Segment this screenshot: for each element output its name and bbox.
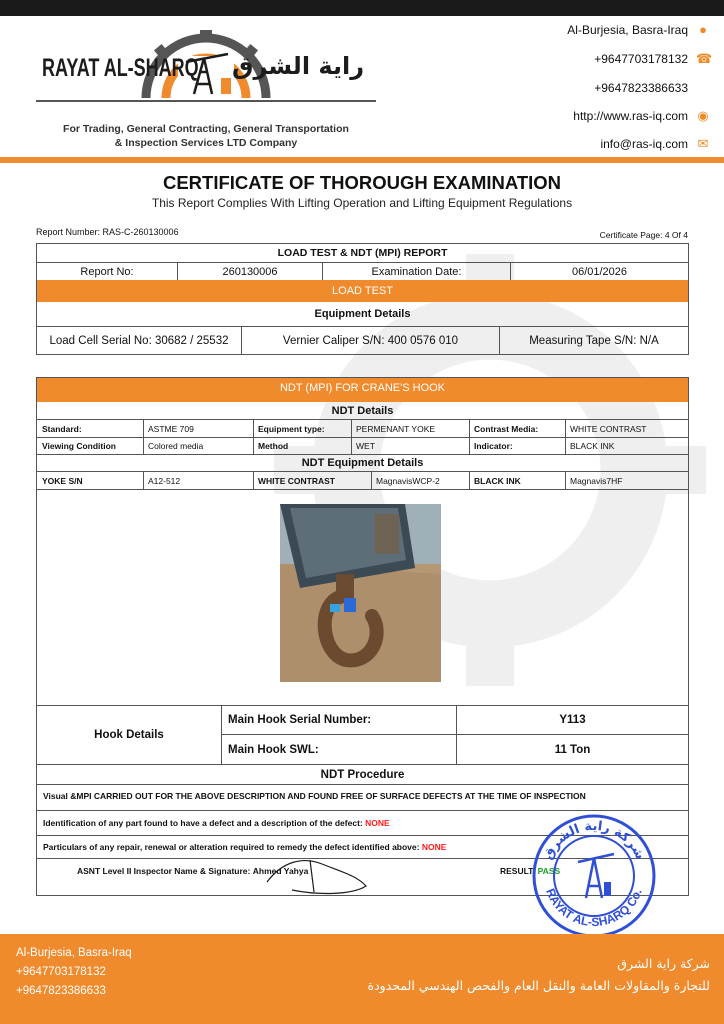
top-bar [0, 0, 724, 16]
vernier-caliper-serial: Vernier Caliper S/N: 400 0576 010 [242, 327, 500, 354]
hook-serial-value: Y113 [559, 713, 586, 726]
result: RESULT: PASS [500, 866, 561, 876]
viewing-condition-label: Viewing Condition [42, 441, 116, 451]
phone-icon: ☎ [696, 50, 713, 66]
company-tagline [36, 122, 376, 150]
contrast-media-value: WHITE CONTRAST [570, 423, 647, 434]
exam-date-label: Examination Date: [323, 263, 511, 280]
procedure-statement: Visual &MPI CARRIED OUT FOR THE ABOVE DESCRIPTION AND FOUND FREE OF SURFACE DEFECTS AT THE TIME OF INSPECTION [43, 791, 586, 801]
footer-phone-2: +9647823386633 [16, 985, 106, 997]
ndt-equipment-heading: NDT Equipment Details [301, 457, 424, 469]
report-no-label: Report No: [37, 263, 178, 280]
contact-phone-1: +9647703178132 ☎ [594, 50, 713, 66]
company-stamp [530, 812, 658, 940]
footer-phone-1: +9647703178132 [16, 966, 106, 978]
equipment-row [37, 327, 688, 354]
tagline-line-2: & Inspection Services LTD Company [114, 137, 298, 149]
contact-email[interactable]: info@ras-iq.com ✉ [600, 135, 709, 151]
ndt-procedure-heading: NDT Procedure [320, 768, 405, 781]
globe-icon: ◉ [697, 107, 709, 123]
equipment-details-heading: Equipment Details [314, 308, 411, 320]
ndt-details-row-1 [37, 420, 688, 437]
black-ink-label: BLACK INK [474, 475, 521, 486]
hook-photo [280, 504, 441, 682]
method-value: WET [356, 441, 375, 451]
mail-icon: ✉ [697, 135, 709, 151]
stamp-arabic-text: شركة راية الشرق [540, 818, 648, 863]
footer [0, 934, 724, 1024]
ndt-details-row-2 [37, 438, 688, 454]
standard-value: ASTME 709 [148, 423, 194, 434]
repair-value: NONE [421, 842, 447, 852]
hook-swl-value: 11 Ton [554, 743, 591, 756]
contrast-media-label: Contrast Media: [474, 423, 539, 434]
method-label: Method [258, 441, 289, 451]
contact-phone-2: +9647823386633 [594, 80, 688, 95]
yoke-sn-label: YOKE S/N [42, 475, 83, 486]
yoke-sn-value: A12-512 [148, 475, 181, 486]
load-test-section: LOAD TEST [37, 280, 688, 302]
footer-arabic-company: شركة راية الشرق [617, 956, 710, 971]
repair-particulars: Particulars of any repair, renewal or alteration required to remedy the defect identified above: NONE [43, 842, 447, 852]
inspector-signature: ASNT Level II Inspector Name & Signature: Ahmed Yahya [77, 866, 309, 876]
report-no-value: 260130006 [178, 263, 323, 280]
defect-identification: Identification of any part found to have a defect and a description of the defect: NONE [43, 818, 390, 828]
ndt-details-heading: NDT Details [331, 404, 394, 417]
defect-value: NONE [365, 818, 390, 828]
contact-website[interactable]: http://www.ras-iq.com ◉ [573, 107, 709, 123]
equipment-type-value: PERMENANT YOKE [356, 423, 436, 434]
stamp-english-text: RAYAT AL-SHARQ Co. [543, 886, 645, 930]
indicator-label: Indicator: [474, 441, 513, 451]
certificate-title: CERTIFICATE OF THOROUGH EXAMINATION [162, 172, 562, 193]
measuring-tape-serial: Measuring Tape S/N: N/A [529, 334, 659, 347]
ndt-section-heading: NDT (MPI) FOR CRANE'S HOOK [37, 378, 688, 402]
load-cell-serial: Load Cell Serial No: 30682 / 25532 [37, 327, 242, 354]
inspector-name: Ahmed Yahya [252, 866, 309, 876]
logo-arabic-text: راية الشرق [232, 52, 365, 80]
viewing-condition-value: Colored media [148, 441, 204, 451]
hook-details-label: Hook Details [94, 729, 164, 741]
report-number: Report Number: RAS-C-260130006 [36, 227, 179, 237]
black-ink-value: Magnavis7HF [570, 475, 623, 486]
result-value: PASS [537, 866, 561, 876]
load-test-table [36, 243, 689, 355]
indicator-value: BLACK INK [570, 441, 615, 451]
equipment-type-label: Equipment type: [258, 423, 325, 434]
tagline-line-1: For Trading, General Contracting, General Transportation [63, 123, 349, 135]
report-info-row [37, 263, 688, 280]
logo-english-text: RAYAT AL-SHARQ [42, 53, 199, 82]
footer-arabic-description: للتجارة والمقاولات العامة والنقل العام والفحص الهندسي المحدودة [367, 978, 710, 993]
standard-label: Standard: [42, 423, 82, 434]
load-test-heading: LOAD TEST & NDT (MPI) REPORT [277, 247, 448, 259]
certificate-subtitle: This Report Complies With Lifting Operation and Lifting Equipment Regulations [151, 196, 573, 210]
certificate-page: Certificate Page: 4 Of 4 [599, 230, 688, 240]
location-icon: ● [699, 21, 707, 37]
footer-address: Al-Burjesia, Basra-Iraq [16, 947, 132, 959]
exam-date-value: 06/01/2026 [571, 265, 628, 278]
contact-address: Al-Burjesia, Basra-Iraq ● [450, 20, 710, 38]
hook-swl-label: Main Hook SWL: [228, 743, 319, 756]
signature-scribble [262, 852, 372, 900]
hook-serial-label: Main Hook Serial Number: [228, 713, 372, 726]
white-contrast-label: WHITE CONTRAST [258, 475, 335, 486]
ndt-equipment-row [37, 472, 688, 489]
header-divider [0, 157, 724, 163]
white-contrast-value: MagnavisWCP-2 [376, 475, 440, 486]
